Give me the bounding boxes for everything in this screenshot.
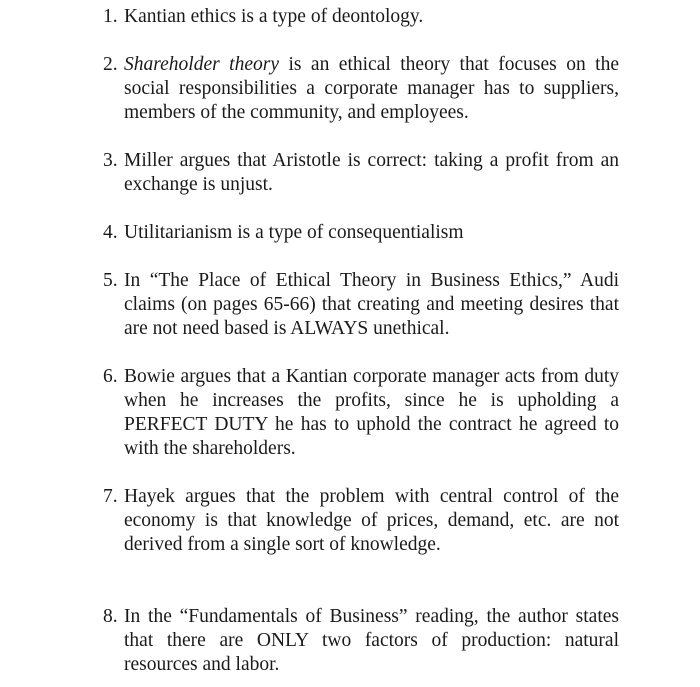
list-item xyxy=(103,53,619,125)
item-number: 7. xyxy=(103,486,118,507)
list-item xyxy=(103,605,619,677)
item-number: 6. xyxy=(103,366,118,387)
list-item xyxy=(103,485,619,557)
item-number: 1. xyxy=(103,6,118,27)
item-text: Utilitarianism is a type of consequentialism xyxy=(124,222,464,243)
item-text: In the “Fundamentals of Business” reading, the author states that there are ONLY two factors of production: natural resources and labor. xyxy=(124,606,619,675)
item-number: 4. xyxy=(103,222,118,243)
list-item xyxy=(103,149,619,197)
list-item xyxy=(103,221,619,245)
item-number: 5. xyxy=(103,270,118,291)
item-text: Miller argues that Aristotle is correct: taking a profit from an exchange is unjust. xyxy=(124,150,619,195)
item-number: 8. xyxy=(103,606,118,627)
list-item xyxy=(103,269,619,341)
item-text xyxy=(124,53,619,125)
item-text: Hayek argues that the problem with central control of the economy is that knowledge of prices, demand, etc. are not derived from a single sort of knowledge. xyxy=(124,486,619,555)
item-text: Kantian ethics is a type of deontology. xyxy=(124,6,424,27)
item-text: Bowie argues that a Kantian corporate manager acts from duty when he increases the profits, since he is upholding a PERFECT DUTY he has to uphold the contract he agreed to with the shareholders. xyxy=(124,366,619,459)
item-number: 3. xyxy=(103,150,118,171)
italic-term: Shareholder theory xyxy=(124,54,279,75)
item-text-rest: is an ethical theory that focuses on the social responsibilities a corporate manager has to suppliers, members of the community, and employees. xyxy=(124,54,620,123)
list-item xyxy=(103,5,619,29)
item-text: In “The Place of Ethical Theory in Business Ethics,” Audi claims (on pages 65-66) that creating and meeting desires that are not need based is ALWAYS unethical. xyxy=(124,270,619,339)
list-item xyxy=(103,365,619,461)
item-number: 2. xyxy=(103,54,118,75)
